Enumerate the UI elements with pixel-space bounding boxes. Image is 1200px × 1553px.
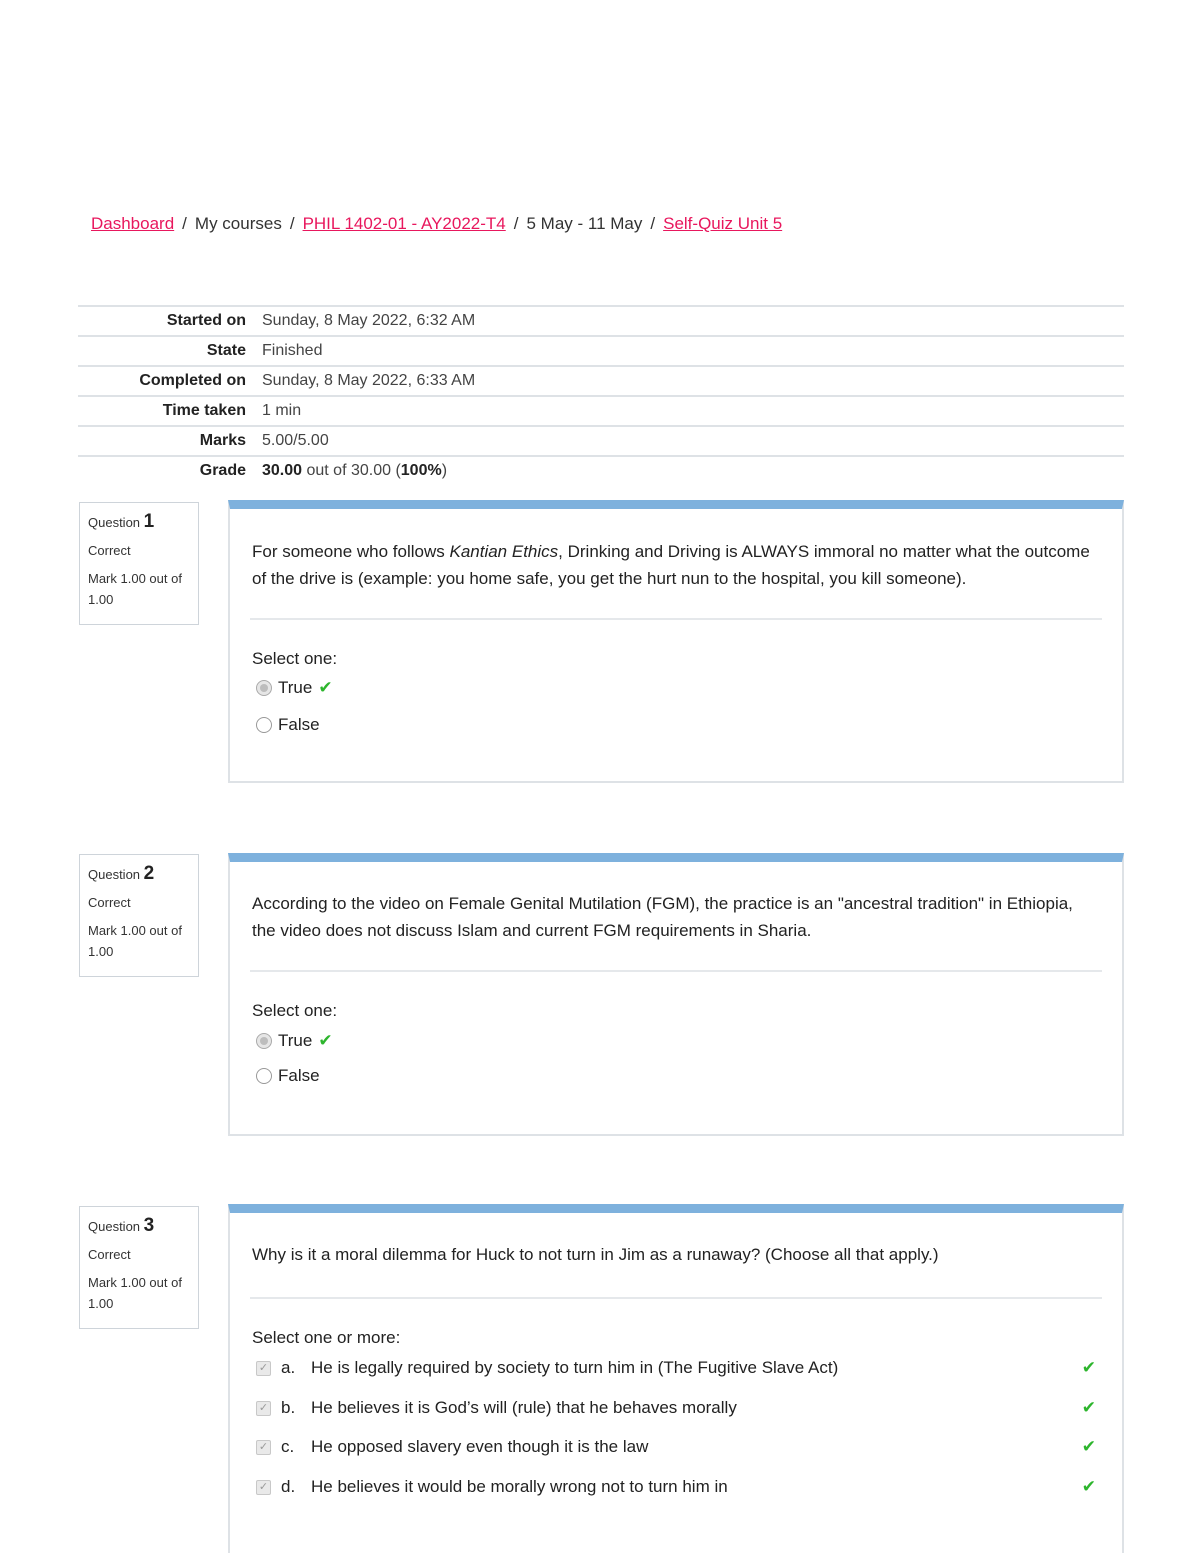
time-value: 1 min — [262, 402, 302, 419]
question-number — [88, 1215, 190, 1237]
checkbox-checked-icon[interactable]: ✓ — [256, 1401, 271, 1416]
select-prompt: Select one or more: — [252, 1328, 401, 1347]
answer-option-d[interactable] — [256, 1477, 1096, 1497]
question-text-italic: Kantian Ethics — [449, 542, 559, 561]
radio-icon[interactable] — [256, 1068, 272, 1084]
question-mark: Mark 1.00 out of 1.00 — [88, 923, 182, 959]
option-label: He opposed slavery even though it is the law — [311, 1437, 649, 1456]
answer-option-b[interactable] — [256, 1398, 1096, 1418]
answer-option-c[interactable] — [256, 1437, 1096, 1457]
breadcrumb-dashboard-link[interactable]: Dashboard — [91, 214, 175, 233]
summary-row-started — [78, 306, 1124, 336]
question-number — [88, 511, 190, 533]
question-text-part: , Drinking and Driving is ALWAYS immoral no matter what the outcome of the drive is (example: you home safe, you get the hurt nun to the hospital, you kill someone). — [252, 542, 1090, 588]
marks-label: Marks — [199, 432, 246, 449]
correct-check-icon: ✔ — [1081, 1477, 1096, 1496]
question-label: Question — [88, 515, 141, 530]
option-letter: a. — [281, 1358, 296, 1377]
divider — [250, 970, 1102, 972]
question-text — [252, 538, 1100, 592]
state-value: Finished — [262, 342, 323, 359]
divider — [250, 618, 1102, 620]
started-label: Started on — [166, 312, 246, 329]
answer-option-true[interactable] — [256, 678, 333, 698]
checkbox-checked-icon[interactable]: ✓ — [256, 1440, 271, 1455]
answer-option-a[interactable] — [256, 1358, 1096, 1378]
question-number — [88, 863, 190, 885]
summary-row-marks — [78, 426, 1124, 456]
question-state: Correct — [88, 1247, 131, 1262]
option-label: False — [278, 715, 320, 734]
breadcrumb-separator: / — [289, 214, 295, 233]
question-box-3 — [228, 1204, 1124, 1553]
question-label: Question — [88, 1219, 141, 1234]
state-label: State — [206, 342, 246, 359]
question-state: Correct — [88, 895, 131, 910]
grade-end: ) — [441, 462, 448, 479]
option-label: He believes it would be morally wrong not to turn him in — [311, 1477, 728, 1496]
question-info-2 — [79, 854, 199, 977]
breadcrumb-separator: / — [182, 214, 187, 233]
breadcrumb-quiz-link[interactable]: Self-Quiz Unit 5 — [663, 214, 783, 233]
question-box-1 — [228, 500, 1124, 783]
grade-score: 30.00 — [262, 462, 303, 479]
attempt-summary-table — [78, 305, 1124, 485]
question-number-value: 1 — [143, 511, 155, 532]
question-mark: Mark 1.00 out of 1.00 — [88, 1275, 182, 1311]
option-label: He believes it is God’s will (rule) that he behaves morally — [311, 1398, 737, 1417]
option-letter: d. — [281, 1477, 296, 1496]
grade-mid: out of 30.00 ( — [302, 462, 401, 479]
completed-value: Sunday, 8 May 2022, 6:33 AM — [262, 372, 476, 389]
question-info-1 — [79, 502, 199, 625]
question-label: Question — [88, 867, 141, 882]
breadcrumb-separator: / — [513, 214, 519, 233]
select-prompt: Select one: — [252, 1001, 338, 1020]
option-label: True — [278, 678, 313, 697]
breadcrumb — [91, 214, 782, 234]
question-text: According to the video on Female Genital Mutilation (FGM), the practice is an "ancestral tradition" in Ethiopia, the video does not discuss Islam and current FGM requirements in Sharia. — [252, 894, 1073, 940]
select-prompt: Select one: — [252, 649, 338, 668]
question-text-part: For someone who follows — [252, 542, 450, 561]
breadcrumb-separator: / — [650, 214, 656, 233]
time-label: Time taken — [162, 402, 246, 419]
question-mark: Mark 1.00 out of 1.00 — [88, 571, 182, 607]
correct-check-icon: ✔ — [1081, 1398, 1096, 1417]
summary-row-state — [78, 336, 1124, 366]
completed-label: Completed on — [139, 372, 246, 389]
radio-checked-icon[interactable] — [256, 680, 272, 696]
radio-icon[interactable] — [256, 717, 272, 733]
correct-check-icon: ✔ — [1081, 1358, 1096, 1377]
started-value: Sunday, 8 May 2022, 6:32 AM — [262, 312, 476, 329]
question-text: Why is it a moral dilemma for Huck to not turn in Jim as a runaway? (Choose all that apply.) — [252, 1245, 939, 1264]
correct-check-icon: ✔ — [318, 1031, 333, 1050]
breadcrumb-course-link[interactable]: PHIL 1402-01 - AY2022-T4 — [302, 214, 506, 233]
breadcrumb-week: 5 May - 11 May — [526, 214, 643, 233]
answer-option-false[interactable] — [256, 1066, 320, 1086]
checkbox-checked-icon[interactable]: ✓ — [256, 1480, 271, 1495]
question-box-2 — [228, 853, 1124, 1136]
grade-label: Grade — [199, 462, 246, 479]
breadcrumb-my-courses: My courses — [194, 214, 282, 233]
grade-value — [262, 456, 1124, 485]
option-label: He is legally required by society to turn him in (The Fugitive Slave Act) — [311, 1358, 839, 1377]
marks-value: 5.00/5.00 — [262, 432, 329, 449]
correct-check-icon: ✔ — [1081, 1437, 1096, 1456]
answer-option-true[interactable] — [256, 1031, 333, 1051]
summary-row-grade — [78, 456, 1124, 485]
grade-percent: 100% — [400, 462, 442, 479]
question-state: Correct — [88, 543, 131, 558]
option-letter: b. — [281, 1398, 296, 1417]
checkbox-checked-icon[interactable]: ✓ — [256, 1361, 271, 1376]
radio-checked-icon[interactable] — [256, 1033, 272, 1049]
option-letter: c. — [281, 1437, 295, 1456]
answer-option-false[interactable] — [256, 715, 320, 735]
question-number-value: 2 — [143, 863, 155, 884]
divider — [250, 1297, 1102, 1299]
correct-check-icon: ✔ — [318, 678, 333, 697]
question-info-3 — [79, 1206, 199, 1329]
summary-row-completed — [78, 366, 1124, 396]
option-label: False — [278, 1066, 320, 1085]
question-number-value: 3 — [143, 1215, 155, 1236]
option-label: True — [278, 1031, 313, 1050]
summary-row-time — [78, 396, 1124, 426]
